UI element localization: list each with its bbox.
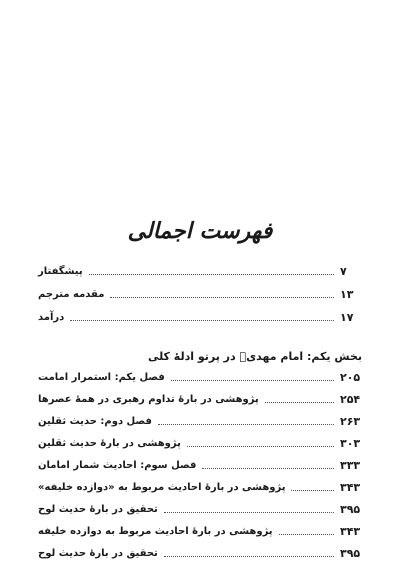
dot-leader (164, 556, 334, 557)
dot-leader (70, 320, 334, 321)
dot-leader (171, 380, 334, 381)
toc-entry-page: ۳۴۳ (340, 480, 361, 494)
toc-entry-translator-intro[interactable] (38, 285, 362, 303)
toc-entry[interactable] (38, 456, 362, 474)
toc-entry-page: ۳۹۵ (340, 502, 361, 516)
toc-entry-label: پژوهشی در بارهٔ احادیث مربوط به «دوازده خلیفه» (38, 481, 286, 493)
toc-entry-page: ۳۴۳ (340, 524, 361, 538)
toc-entry[interactable] (38, 522, 362, 540)
toc-entry-label: پژوهشی در بارهٔ احادیث مربوط به دوازده خلیفه (38, 525, 273, 537)
toc-entry-page: ۳۹۵ (340, 546, 361, 560)
toc-entry[interactable] (38, 390, 362, 408)
toc-entry[interactable] (38, 478, 362, 496)
toc-entry-label: درآمد (38, 311, 65, 323)
dot-leader (265, 402, 334, 403)
toc-entry-page: ۳۰۳ (340, 436, 361, 450)
toc-entry-foreword[interactable] (38, 262, 362, 280)
toc-entry-introduction[interactable] (38, 308, 362, 326)
dot-leader (164, 512, 334, 513)
dot-leader (110, 297, 334, 298)
toc-entry-page: ۱۷ (340, 310, 354, 324)
toc-entry-page: ۷ (340, 264, 347, 278)
toc-entry-page: ۳۳۳ (340, 458, 361, 472)
toc-entry-label: تحقیق در بارهٔ حدیث لوح (38, 547, 158, 559)
toc-entry-label: پژوهشی در بارهٔ تداوم رهبری در همهٔ عصرها (38, 393, 259, 405)
toc-entry[interactable] (38, 368, 362, 386)
toc-entry-label: فصل یکم: استمرار امامت (38, 371, 165, 383)
dot-leader (158, 424, 334, 425)
toc-entry-page: ۱۳ (340, 287, 354, 301)
dot-leader (89, 274, 334, 275)
dot-leader (279, 534, 334, 535)
dot-leader (202, 468, 334, 469)
toc-entry-label: پژوهشی در بارهٔ حدیث ثقلین (38, 437, 181, 449)
toc-entry[interactable] (38, 412, 362, 430)
dot-leader (187, 446, 334, 447)
toc-entry-label: مقدمه مترجم (38, 288, 105, 300)
dot-leader (291, 490, 334, 491)
toc-entry-label: تحقیق در بارهٔ حدیث لوح (38, 503, 158, 515)
toc-entry-page: ۲۵۴ (340, 392, 361, 406)
toc-entry[interactable] (38, 500, 362, 518)
toc-entry[interactable] (38, 434, 362, 452)
section-heading: بخش یکم: امام مهدیؑ در پرتو ادلهٔ کلی (147, 350, 362, 363)
toc-entry-page: ۲۶۳ (340, 414, 361, 428)
toc-entry-label: پیشگفتار (38, 265, 83, 277)
toc-entry-label: فصل سوم: احادیث شمار امامان (38, 459, 197, 471)
toc-entry[interactable] (38, 544, 362, 562)
toc-entry-label: فصل دوم: حدیث ثقلین (38, 415, 152, 427)
page-title: فهرست اجمالی (127, 218, 273, 244)
toc-entry-page: ۲۰۵ (340, 370, 361, 384)
